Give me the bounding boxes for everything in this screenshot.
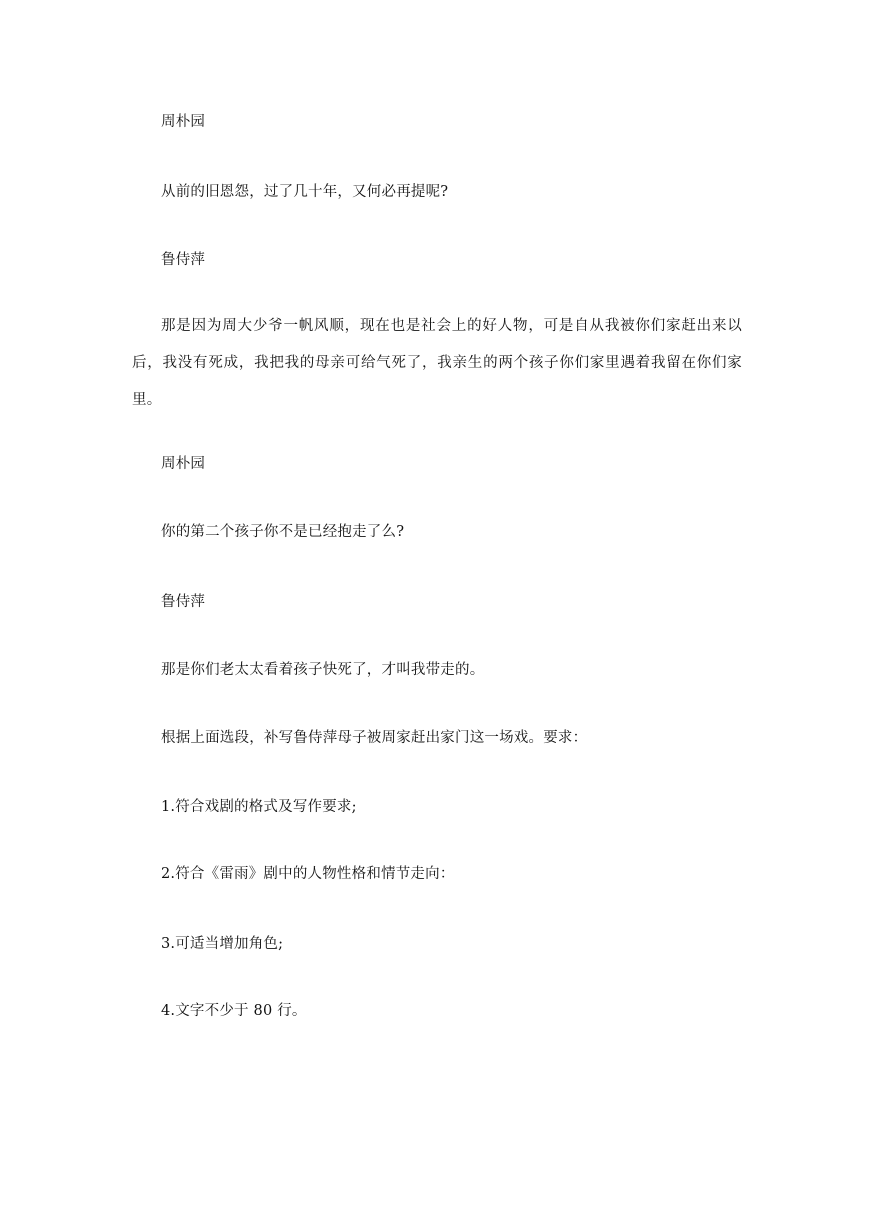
- task-instruction: 根据上面选段，补写鲁侍萍母子被周家赶出家门这一场戏。要求：: [161, 730, 588, 746]
- speaker-lu-shiping: 鲁侍萍: [161, 252, 206, 268]
- requirement-item: 3.可适当增加角色;: [161, 936, 284, 952]
- requirement-item: 2.符合《雷雨》剧中的人物性格和情节走向：: [161, 866, 455, 882]
- requirement-item: 1.符合戏剧的格式及写作要求;: [161, 799, 357, 815]
- speaker-lu-shiping: 鲁侍萍: [161, 594, 206, 610]
- dialogue-paragraph: 那是因为周大少爷一帆风顺，现在也是社会上的好人物，可是自从我被你们家赶出来以后，我没有死成，我把我的母亲可给气死了，我亲生的两个孩子你们家里遇着我留在你们家里。: [132, 318, 742, 408]
- speaker-zhou-puyuan: 周朴园: [161, 456, 206, 472]
- dialogue-line: 那是你们老太太看着孩子快死了，才叫我带走的。: [161, 662, 485, 678]
- dialogue-line: 从前的旧恩怨，过了几十年，又何必再提呢?: [161, 184, 449, 200]
- dialogue-line: 你的第二个孩子你不是已经抱走了么?: [161, 524, 405, 540]
- requirement-item: 4.文字不少于 80 行。: [161, 1003, 307, 1019]
- speaker-zhou-puyuan: 周朴园: [161, 114, 206, 130]
